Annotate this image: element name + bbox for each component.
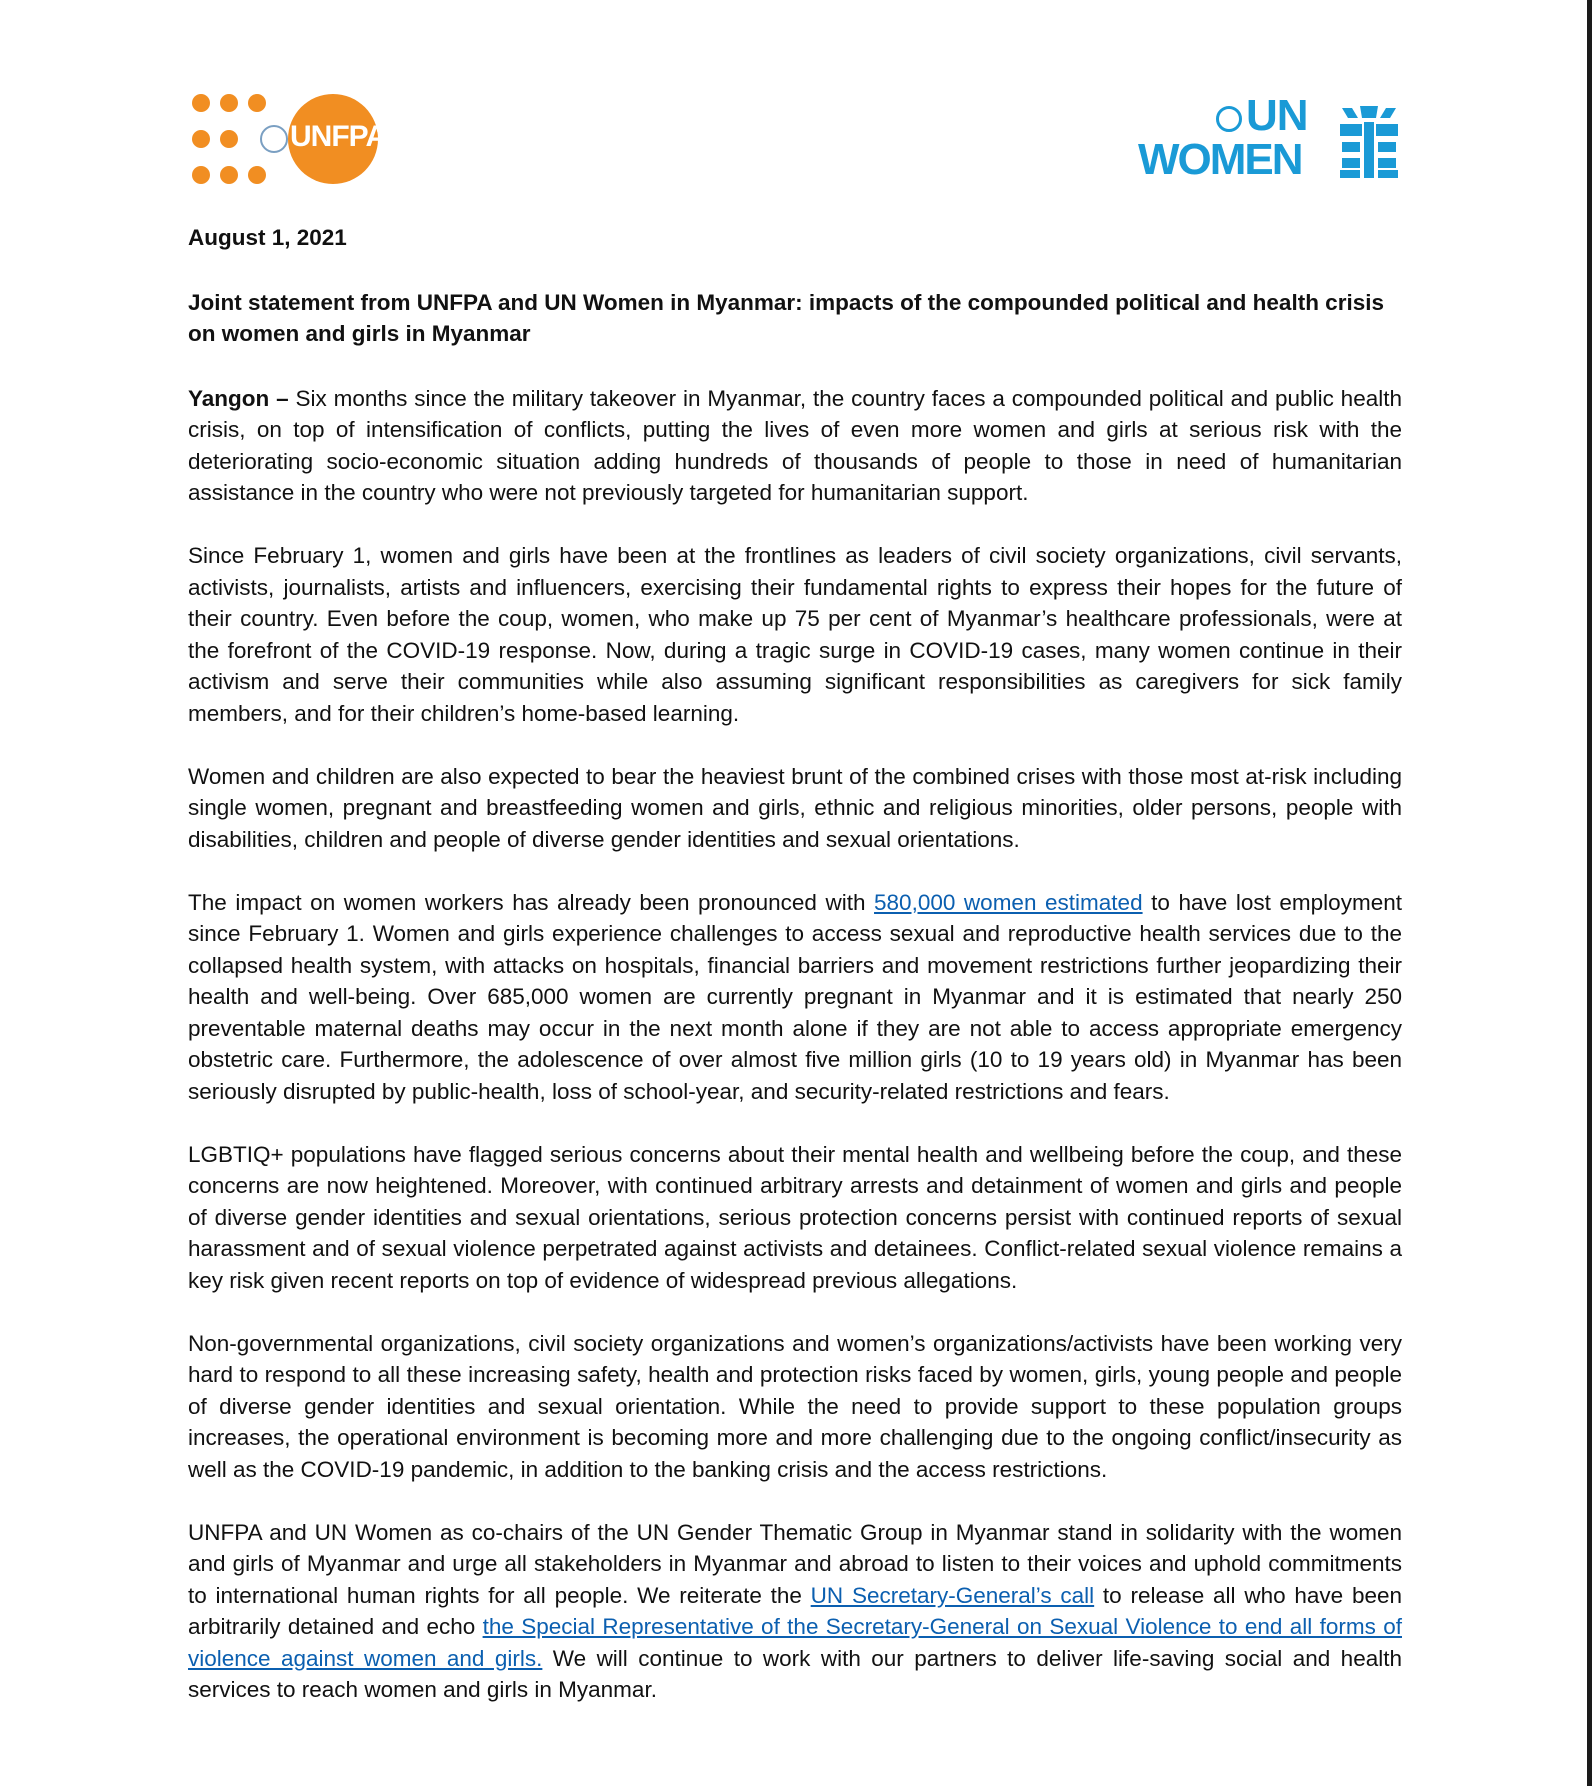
unwomen-wordmark-women: WOMEN — [1138, 135, 1302, 184]
un-globe-icon — [1216, 106, 1242, 132]
logo-dot — [220, 130, 238, 148]
logo-dot — [192, 130, 210, 148]
logo-dot — [248, 166, 266, 184]
unwomen-symbol-icon — [1338, 104, 1400, 180]
logo-dot — [220, 94, 238, 112]
logo-dot — [192, 166, 210, 184]
women-estimated-link[interactable]: 580,000 women estimated — [874, 889, 1143, 915]
unwomen-wordmark-un: UN — [1246, 91, 1308, 140]
logo-dot — [248, 94, 266, 112]
paragraph-1 — [188, 383, 1402, 509]
paragraph-7-text-a: UNFPA and UN Women as co-chairs of the UN Gender Thematic Group in Myanmar stand in solidarity with the women and girls of Myanmar and urge all stakeholders in Myanmar and abroad to listen to their voices and uphold commitments to international human rights for all people. We reiterate the — [188, 1519, 1402, 1608]
paragraph-5: LGBTIQ+ populations have flagged serious concerns about their mental health and wellbeing before the coup, and these concerns are now heightened. Moreover, with continued arbitrary arrests and detainment of women and girls and people of diverse gender identities and sexual orientations, serious protection concerns persist with continued reports of sexual harassment and of sexual violence perpetrated against activists and detainees. Conflict-related sexual violence remains a key risk given recent reports on top of evidence of widespread previous allegations. — [188, 1141, 1402, 1293]
paragraph-6: Non-governmental organizations, civil society organizations and women’s organizations/activists have been working very hard to respond to all these increasing safety, health and protection risks faced by women, girls, young people and people of diverse gender identities and sexual orientation. While the need to provide support to these population groups increases, the operational environment is becoming more and more challenging due to the ongoing conflict/insecurity as well as the COVID-19 pandemic, in addition to the banking crisis and the access restrictions. — [188, 1330, 1402, 1482]
paragraph-7-text-b: to release all who have been arbitrarily detained and echo — [188, 1582, 1402, 1639]
un-globe-icon — [260, 125, 288, 153]
statement-date: August 1, 2021 — [188, 225, 347, 250]
paragraph-4-text-a: The impact on women workers has already been pronounced with — [188, 889, 875, 915]
paragraph-7 — [188, 1517, 1402, 1706]
paragraph-4-text-b: to have lost employment since February 1. Women and girls experience challenges to access sexual and reproductive health services due to the collapsed health system, with attacks on hospitals, financial barriers and movement restrictions further jeopardizing their health and well-being. Over 685,000 women are currently pregnant in Myanmar and it is estimated that nearly 250 preventable maternal deaths may occur in the next month alone if they are not able to access appropriate emergency obstetric care. Furthermore, the adolescence of over almost five million girls (10 to 19 years old) in Myanmar has been seriously disrupted by public-health, loss of school-year, and security-related restrictions and fears. — [188, 889, 1402, 1104]
unfpa-wordmark: UNFPA — [290, 120, 387, 153]
paragraph-2: Since February 1, women and girls have been at the frontlines as leaders of civil society organizations, civil servants, activists, journalists, artists and influencers, exercising their fundamental rights to express their hopes for the future of their country. Even before the coup, women, who make up 75 per cent of Myanmar’s healthcare professionals, were at the forefront of the COVID-19 response. Now, during a tragic surge in COVID-19 cases, many women continue in their activism and serve their communities while also assuming significant responsibilities as caregivers for sick family members, and for their children’s home-based learning. — [188, 543, 1402, 726]
secretary-general-call-link[interactable]: UN Secretary-General’s call — [810, 1582, 1095, 1608]
logo-dot — [192, 94, 210, 112]
paragraph-7-text-c: We will continue to work with our partners to deliver life-saving social and health services to reach women and girls in Myanmar. — [188, 1645, 1402, 1702]
page-edge-rule — [1587, 0, 1592, 1786]
special-representative-link[interactable]: the Special Representative of the Secretary-General on Sexual Violence to end all forms of violence against women and girls. — [188, 1614, 1402, 1671]
statement-title: Joint statement from UNFPA and UN Women in Myanmar: impacts of the compounded political and health crisis on women and girls in Myanmar — [188, 289, 1384, 346]
paragraph-3: Women and children are also expected to bear the heaviest brunt of the combined crises with those most at-risk including single women, pregnant and breastfeeding women and girls, ethnic and religious minorities, older persons, people with disabilities, children and people of diverse gender identities and sexual orientations. — [188, 763, 1402, 852]
unwomen-logo — [1138, 91, 1403, 185]
paragraph-1-text: Six months since the military takeover in Myanmar, the country faces a compounded political and public health crisis, on top of intensification of conflicts, putting the lives of even more women and girls at serious risk with the deteriorating socio-economic situation adding hundreds of thousands of people to those in need of humanitarian assistance in the country who were not previously targeted for humanitarian support. — [188, 385, 1402, 505]
logo-dot — [220, 166, 238, 184]
unfpa-logo — [190, 88, 400, 188]
dateline: Yangon – — [188, 385, 289, 411]
paragraph-4 — [188, 887, 1402, 1108]
statement-body — [188, 222, 1402, 1737]
